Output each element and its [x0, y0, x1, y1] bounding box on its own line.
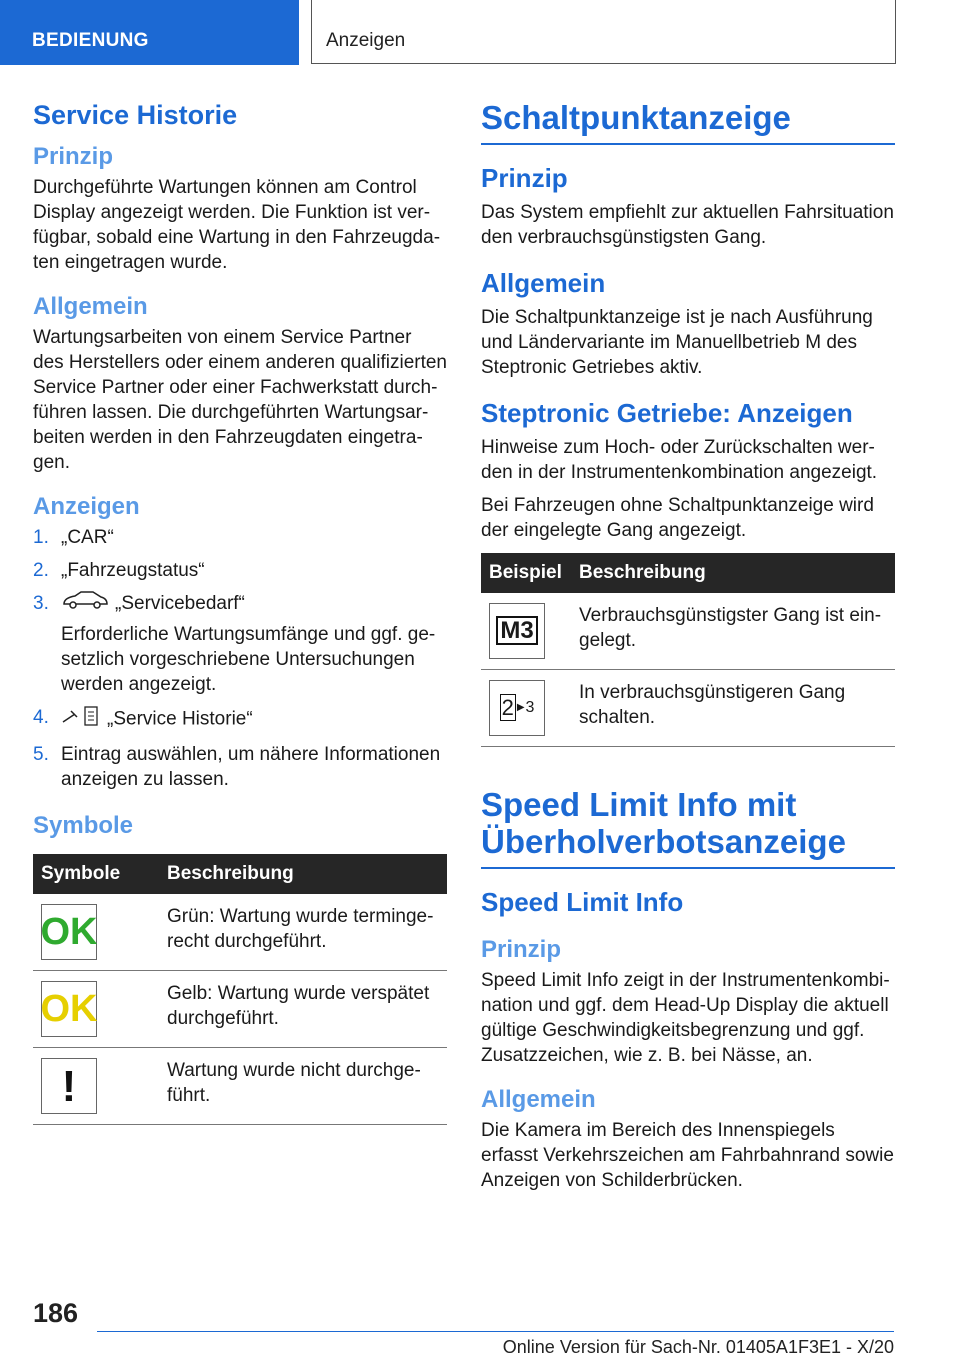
service-historie-title: Service Historie: [33, 100, 238, 130]
service-history-icon: [61, 705, 101, 734]
allgemein-heading: Allgemein: [481, 1085, 596, 1113]
prinzip-heading: Prinzip: [481, 162, 568, 193]
allgemein-heading: Allgemein: [33, 293, 148, 320]
symbole-table: [33, 854, 447, 1125]
speed-limit-title: Speed Limit Info mit Überholverbotsanzeige: [481, 787, 895, 869]
table-row: ! Wartung wurde nicht durchgeführt.: [33, 1048, 447, 1125]
right-column: [481, 100, 895, 1201]
table-row: 2 ▶ 3 In verbrauchsgünstigeren Gang schalten.: [481, 669, 895, 746]
left-column: [33, 100, 447, 1125]
prinzip-text: Durchgeführte Wartungen können am Control Display angezeigt werden. Die Funktion ist verfügbar, sobald eine Wartung in den Fahrzeugdaten eingetragen wurde.: [33, 177, 441, 273]
gear-m3-icon: M3: [489, 603, 545, 659]
allgemein-text: Die Schaltpunktanzeige ist je nach Ausführung und Ländervariante im Manuellbetrieb M des Steptronic Getriebes aktiv.: [481, 306, 873, 378]
table-header: Beschreibung: [571, 553, 895, 593]
table-header: Beispiel: [481, 553, 571, 593]
table-row: OK Gelb: Wartung wurde verspätet durchgeführt.: [33, 971, 447, 1048]
car-icon: [61, 591, 109, 616]
list-item: 1. „CAR“: [33, 527, 114, 548]
chapter-label: Anzeigen: [326, 30, 406, 51]
ok-yellow-icon: OK: [41, 981, 97, 1037]
prinzip-heading: Prinzip: [481, 935, 562, 963]
section-tab: [0, 0, 299, 65]
schaltpunkt-title: Schaltpunktanzeige: [481, 100, 895, 145]
list-item: 5. Eintrag auswählen, um nähere Informationen anzeigen zu lassen.: [33, 744, 441, 791]
prinzip-text: Speed Limit Info zeigt in der Instrumentenkombination und ggf. dem Head-Up Display die aktuell gültige Geschwindigkeitsbegrenzung und ggf. Zusatzzeichen, wie z. B. bei Nässe, an.: [481, 969, 890, 1066]
page-number: 186: [33, 1298, 79, 1328]
prinzip-text: Das System empfiehlt zur aktuellen Fahrsituation den verbrauchsgünstigsten Gang.: [481, 201, 894, 248]
speed-limit-subtitle: Speed Limit Info: [481, 886, 684, 917]
steptronic-text2: Bei Fahrzeugen ohne Schaltpunktanzeige wird der eingelegte Gang angezeigt.: [481, 494, 874, 541]
table-header: Symbole: [33, 854, 159, 894]
beispiel-table: [481, 553, 895, 747]
allgemein-heading: Allgemein: [481, 267, 606, 298]
gear-upshift-icon: 2 ▶ 3: [489, 680, 545, 736]
anzeigen-heading: Anzeigen: [33, 493, 140, 520]
footer-divider: [97, 1331, 894, 1332]
allgemein-text: Wartungsarbeiten von einem Service Partner des Herstellers oder einem anderen qualifizierten Service Partner oder einer Fachwerkstatt durchführen lassen. Die durchgeführten Wartungsarbeiten werden in den Fahrzeugdaten eingetragen.: [33, 327, 448, 473]
table-header: Beschreibung: [159, 854, 447, 894]
prinzip-heading: Prinzip: [33, 143, 114, 170]
allgemein-text: Die Kamera im Bereich des Innenspiegels erfasst Verkehrszeichen am Fahrbahnrand sowie Anzeigen von Schilderbrücken.: [481, 1119, 894, 1191]
ok-green-icon: OK: [41, 904, 97, 960]
symbole-heading: Symbole: [33, 812, 134, 840]
section-label: BEDIENUNG: [32, 30, 149, 51]
steptronic-text1: Hinweise zum Hoch- oder Zurückschalten werden in der Instrumentenkombination angezeigt.: [481, 436, 878, 483]
list-item: 3. „Servicebedarf“ Erforderliche Wartungsumfänge und ggf. gesetzlich vorgeschriebene Untersuchungen werden angezeigt.: [33, 593, 436, 696]
table-row: OK Grün: Wartung wurde termingerecht durchgeführt.: [33, 894, 447, 971]
exclamation-icon: !: [41, 1058, 97, 1114]
chapter-tab: [311, 0, 896, 64]
anzeigen-list: [33, 525, 447, 792]
list-item: 2. „Fahrzeugstatus“: [33, 560, 205, 581]
list-item: 4. „Service Historie“: [33, 705, 447, 734]
footer-text: Online Version für Sach-Nr. 01405A1F3E1 - X/20: [502, 1337, 894, 1357]
steptronic-heading: Steptronic Getriebe: Anzeigen: [481, 397, 853, 428]
table-row: M3 Verbrauchsgünstigster Gang ist eingelegt.: [481, 593, 895, 670]
